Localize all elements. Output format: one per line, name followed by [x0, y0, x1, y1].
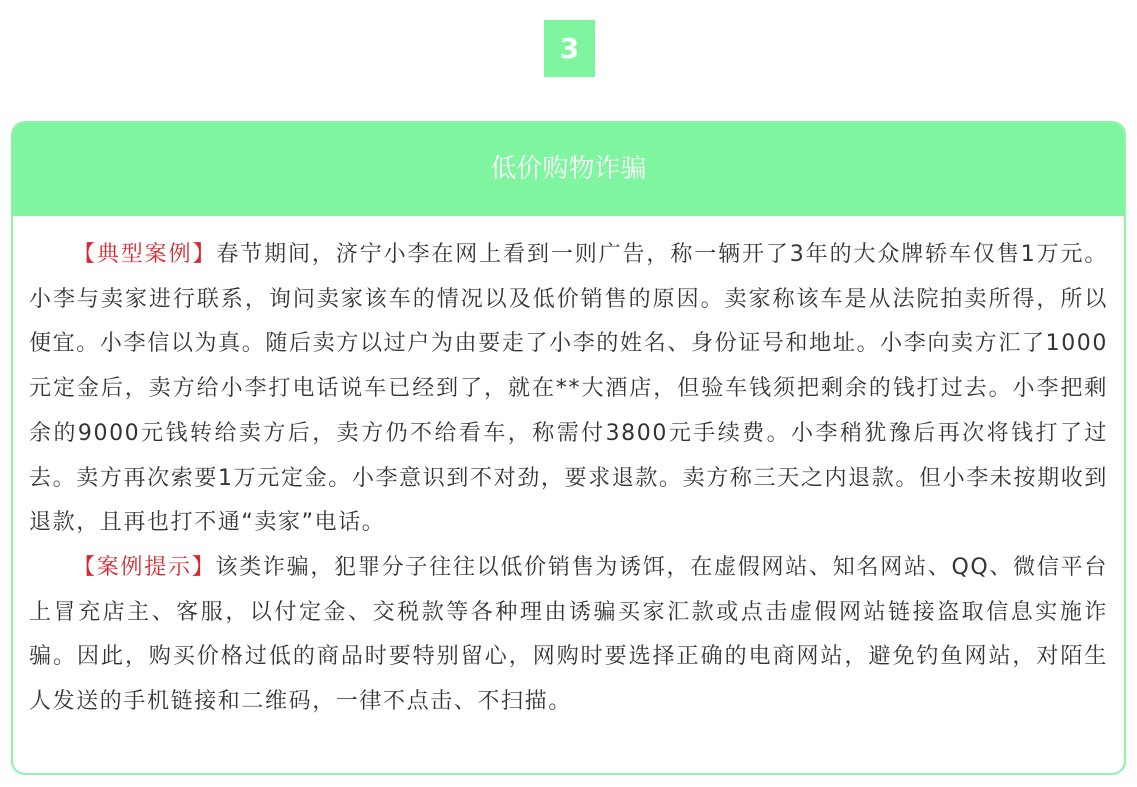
card-body: [13, 216, 1124, 725]
tip-paragraph: [29, 546, 1108, 725]
tip-text: 该类诈骗，犯罪分子往往以低价销售为诱饵，在虚假网站、知名网站、QQ、微信平台上冒充店主、客服，以付定金、交税款等各种理由诱骗买家汇款或点击虚假网站链接盗取信息实施诈骗。因此，购买价格过低的商品时要特别留心，网购时要选择正确的电商网站，避免钓鱼网站，对陌生人发送的手机链接和二维码，一律不点击、不扫描。: [29, 554, 1108, 715]
case-tag: 【典型案例】: [73, 242, 217, 267]
fraud-case-card: [11, 121, 1126, 775]
tip-tag: 【案例提示】: [73, 554, 216, 580]
card-title: 低价购物诈骗: [13, 123, 1124, 216]
section-number-badge: 3: [544, 20, 595, 77]
case-text: 春节期间，济宁小李在网上看到一则广告，称一辆开了3年的大众牌轿车仅售1万元。小李与卖家进行联系，询问卖家该车的情况以及低价销售的原因。卖家称该车是从法院拍卖所得，所以便宜。小李信以为真。随后卖方以过户为由要走了小李的姓名、身份证号和地址。小李向卖方汇了1000元定金后，卖方给小李打电话说车已经到了，就在**大酒店，但验车钱须把剩余的钱打过去。小李把剩余的9000元钱转给卖方后，卖方仍不给看车，称需付3800元手续费。小李稍犹豫后再次将钱打了过去。卖方再次索要1万元定金。小李意识到不对劲，要求退款。卖方称三天之内退款。但小李未按期收到退款，且再也打不通“卖家”电话。: [29, 242, 1108, 536]
case-paragraph: [29, 233, 1108, 546]
